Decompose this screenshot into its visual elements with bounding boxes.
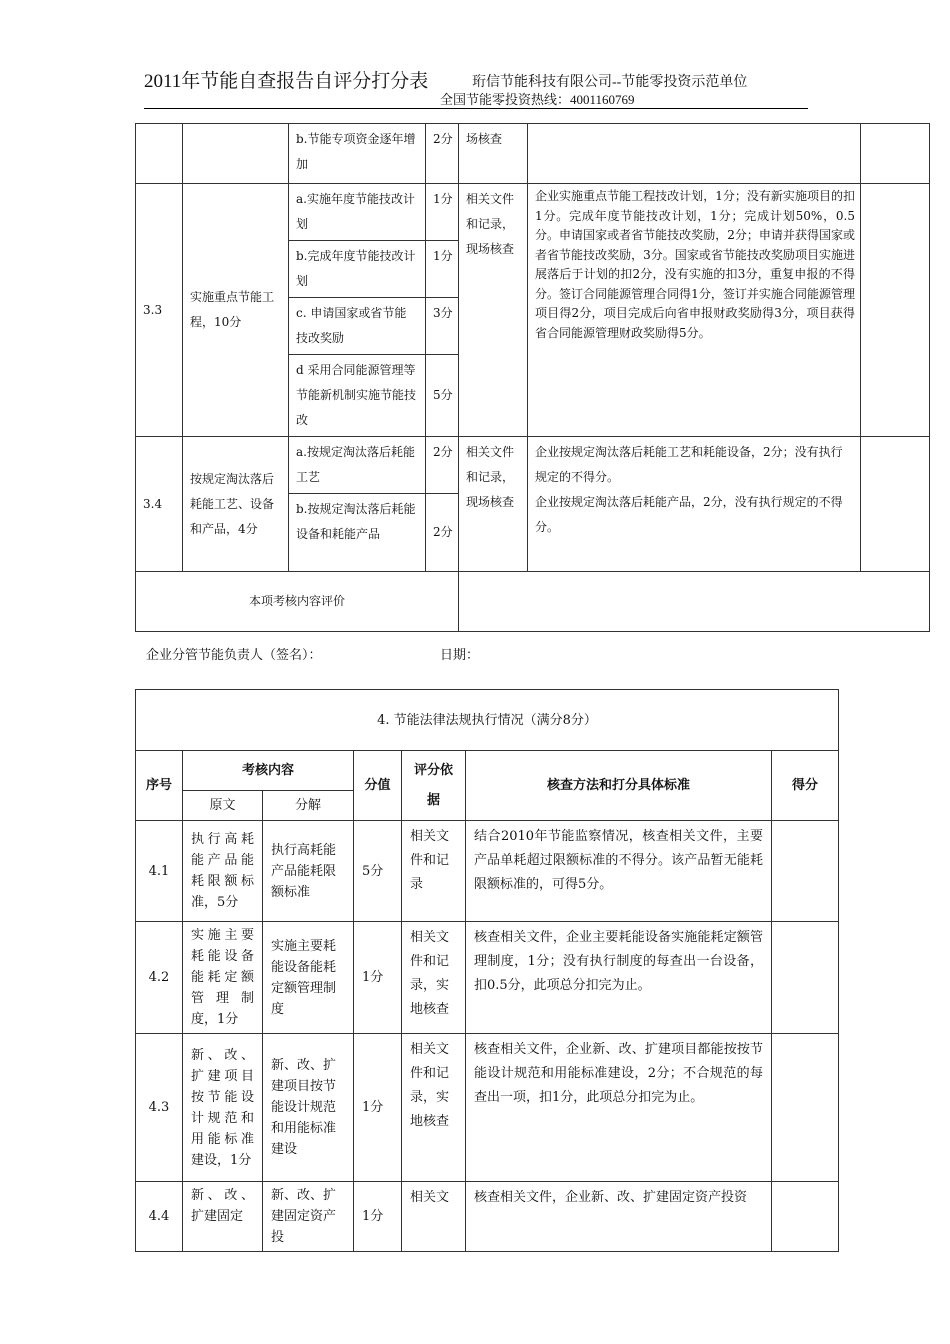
- row-got[interactable]: [772, 922, 839, 1034]
- basis-cell: 相关文件和记录，现场核查: [459, 184, 528, 437]
- row-score: 5分: [354, 821, 402, 922]
- row-breakdown: 实施主要耗能设备能耗定额管理制度: [263, 922, 354, 1034]
- row-no: 4.1: [136, 821, 183, 922]
- sub-score: 2分: [426, 437, 459, 494]
- row-no: 4.3: [136, 1034, 183, 1182]
- header-got: 得分: [772, 751, 839, 821]
- row-original: 新、改、扩建固定: [183, 1182, 263, 1252]
- row-breakdown: 新、改、扩建固定资产投: [263, 1182, 354, 1252]
- row-got[interactable]: [772, 1182, 839, 1252]
- criteria-cell: [528, 437, 861, 572]
- item-title: 实施重点节能工程，10分: [183, 184, 289, 437]
- row-original: 执行高耗能产品能耗限额标准，5分: [183, 821, 263, 922]
- table-row: [136, 124, 930, 184]
- row-original: 新、改、扩建项目按节能设计规范和用能标准建设，1分: [183, 1034, 263, 1182]
- sub-item: d 采用合同能源管理等节能新机制实施节能技改: [289, 355, 426, 437]
- company-name: 珩信节能科技有限公司--节能零投资示范单位: [472, 75, 748, 90]
- document-title: 2011年节能自查报告自评分打分表: [144, 71, 429, 92]
- sub-score: 1分: [426, 184, 459, 241]
- table-row: [136, 572, 930, 632]
- basis-cell: 场核查: [459, 124, 528, 184]
- section-title-row: [136, 690, 839, 751]
- sub-score: 5分: [426, 355, 459, 437]
- criteria-cell: 企业实施重点节能工程技改计划，1分；没有新实施项目的扣1分。完成年度节能技改计划，1分；完成计划50%，0.5分。申请国家或者省节能技改奖励，2分；申请并获得国家或者省节能技改奖励，3分。国家或省节能技改奖励项目实施进展落后于计划的扣2分，没有实施的扣3分，重复申报的不得分。签订合同能源管理合同得1分，签订并实施合同能源管理项目得2分，项目完成后向省申报财政奖励得3分，项目获得省合同能源管理财政奖励得5分。: [528, 184, 861, 437]
- item-title: 按规定淘汰落后耗能工艺、设备和产品，4分: [183, 437, 289, 572]
- evaluation-label: 本项考核内容评价: [136, 572, 459, 632]
- row-criteria: 核查相关文件，企业主要耗能设备实施能耗定额管理制度，1分；没有执行制度的每查出一台设备，扣0.5分，此项总分扣完为止。: [466, 922, 772, 1034]
- row-basis: 相关文件和记录，实地核查: [402, 1034, 466, 1182]
- hotline: 全国节能零投资热线：4001160769: [440, 92, 635, 107]
- scoring-table-4: [135, 689, 839, 1252]
- date-label: 日期：: [440, 648, 480, 663]
- row-breakdown: 执行高耗能产品能耗限额标准: [263, 821, 354, 922]
- row-score: 1分: [354, 1182, 402, 1252]
- header-score: 分值: [354, 751, 402, 821]
- criteria-line: 企业按规定淘汰落后耗能产品，2分，没有执行规定的不得分。: [535, 495, 843, 534]
- criteria-cell: [528, 124, 861, 184]
- sub-score: 3分: [426, 298, 459, 355]
- sub-item: b.节能专项资金逐年增加: [289, 124, 426, 184]
- score-cell: [861, 437, 930, 572]
- row-basis: 相关文件和记录，实地核查: [402, 922, 466, 1034]
- sub-score: 1分: [426, 241, 459, 298]
- row-got[interactable]: [772, 821, 839, 922]
- item-no: 3.4: [136, 437, 183, 572]
- score-cell: [861, 124, 930, 184]
- item-no: 3.3: [136, 184, 183, 437]
- document-header: [144, 66, 808, 109]
- sub-item: a.按规定淘汰落后耗能工艺: [289, 437, 426, 494]
- sub-item: c. 申请国家或省节能技改奖励: [289, 298, 426, 355]
- signature-label: 企业分管节能负责人（签名）：: [146, 648, 322, 663]
- row-basis: 相关文: [402, 1182, 466, 1252]
- item-cell: [183, 124, 289, 184]
- row-basis: 相关文件和记录: [402, 821, 466, 922]
- row-score: 1分: [354, 922, 402, 1034]
- header-row: [136, 751, 839, 791]
- row-criteria: 核查相关文件，企业新、改、扩建项目都能按按节能设计规范和用能标准建设，2分；不合规范的每查出一项，扣1分，此项总分扣完为止。: [466, 1034, 772, 1182]
- table-row: [136, 1182, 839, 1252]
- row-breakdown: 新、改、扩建项目按节能设计规范和用能标准建设: [263, 1034, 354, 1182]
- sub-score: 2分: [426, 124, 459, 184]
- sub-item: b.完成年度节能技改计划: [289, 241, 426, 298]
- row-no: 4.2: [136, 922, 183, 1034]
- sub-item: b.按规定淘汰落后耗能设备和耗能产品: [289, 494, 426, 572]
- row-no: 4.4: [136, 1182, 183, 1252]
- table-row: [136, 821, 839, 922]
- header-basis: 评分依据: [402, 751, 466, 821]
- table-row: [136, 1034, 839, 1182]
- table-row: [136, 922, 839, 1034]
- header-content: 考核内容: [183, 751, 354, 791]
- header-original: 原文: [183, 791, 263, 821]
- score-cell: [861, 184, 930, 437]
- table-row: [136, 437, 930, 494]
- criteria-line: 企业按规定淘汰落后耗能工艺和耗能设备，2分；没有执行规定的不得分。: [535, 445, 843, 484]
- sub-item: a.实施年度节能技改计划: [289, 184, 426, 241]
- no-cell: [136, 124, 183, 184]
- header-method: 核查方法和打分具体标准: [466, 751, 772, 821]
- scoring-table-3: [135, 123, 930, 632]
- table-row: [136, 184, 930, 241]
- evaluation-field[interactable]: [459, 572, 930, 632]
- row-criteria: 结合2010年节能监察情况，核查相关文件，主要产品单耗超过限额标准的不得分。该产品暂无能耗限额标准的，可得5分。: [466, 821, 772, 922]
- row-got[interactable]: [772, 1034, 839, 1182]
- header-no: 序号: [136, 751, 183, 821]
- row-original: 实施主要耗能设备能耗定额管理制度，1分: [183, 922, 263, 1034]
- header-breakdown: 分解: [263, 791, 354, 821]
- basis-cell: 相关文件和记录，现场核查: [459, 437, 528, 572]
- row-score: 1分: [354, 1034, 402, 1182]
- row-criteria: 核查相关文件，企业新、改、扩建固定资产投资: [466, 1182, 772, 1252]
- section-title: 4. 节能法律法规执行情况（满分8分）: [136, 690, 839, 751]
- sub-score: 2分: [426, 494, 459, 572]
